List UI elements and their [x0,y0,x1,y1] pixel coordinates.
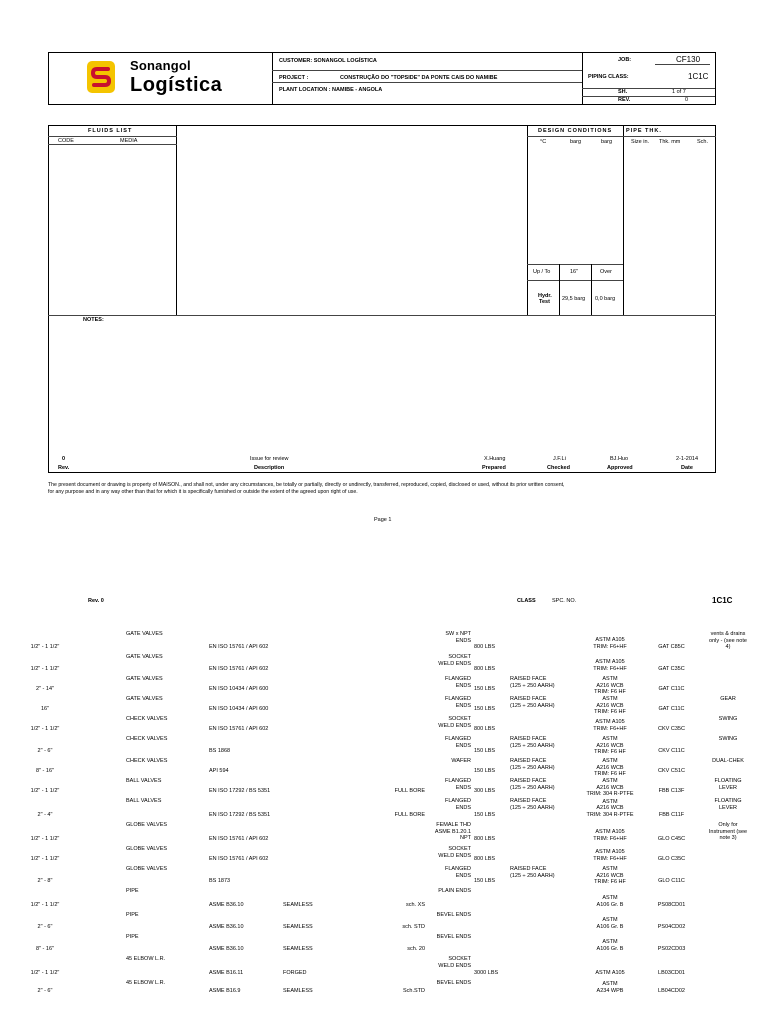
hydr-pressure-1: 29,5 barg [562,296,586,302]
cell-ends: FLANGED ENDS [445,676,471,689]
job-label: JOB: [618,57,632,63]
cell-rating: 150 LBS [474,812,496,818]
cell-code: CKV C35C [658,726,685,732]
disclaimer-line-2: for any purpose and in any way other than that for which it is specifically furnished or outside the extent of the agreed upon right of use. [48,489,358,495]
cell-component: PIPE [126,934,139,940]
cell-code: GAT C35C [658,666,685,672]
cell-component: 45 ELBOW L.R. [126,980,166,986]
hydr-pressure-2: 0,0 barg [595,296,616,302]
cell-note: DUAL-CHEK [712,758,744,764]
rev-value: 0 [685,97,689,103]
cell-code: GLO C35C [657,856,686,862]
fluids-code-header: CODE [58,138,74,144]
cell-size1: 2" - 6" [37,988,53,994]
cell-code: GLO C45C [657,836,686,842]
table-spc-no: SPC. NO. [552,598,577,604]
cell-ends: BEVEL ENDS [436,934,471,940]
cell-thk: sch. 20 [407,946,425,952]
table-class-label: CLASS [517,598,536,604]
rev-header-date: Date [681,465,693,471]
cell-component: PIPE [126,888,139,894]
cell-rating: 150 LBS [474,768,496,774]
cell-type: FORGED [283,970,307,976]
cell-code: GAT C85C [658,644,685,650]
plant-location: PLANT LOCATION : NAMIBE - ANGOLA [279,87,383,93]
cell-component: GATE VALVES [126,696,163,702]
cell-reference: BS 1873 [209,878,231,884]
cell-size1: 2" - 6" [37,924,53,930]
cell-material: ASTM A106 Gr. B [596,895,624,908]
cell-material: ASTM A106 Gr. B [596,917,624,930]
sonangol-logo-icon [87,61,115,93]
cell-material: ASTM A216 WCB TRIM: F6 HF [594,696,626,715]
cell-component: PIPE [126,912,139,918]
cell-type: SEAMLESS [283,902,313,908]
cell-reference: EN ISO 10434 / API 600 [209,686,269,692]
cell-code: GAT C11C [658,686,685,692]
cell-material: ASTM A105 TRIM: F6+HF [593,659,627,672]
rev-label: REV. [618,97,631,103]
cell-reference: EN ISO 15761 / API 602 [209,836,269,842]
cell-rating: 150 LBS [474,878,496,884]
cell-type: SEAMLESS [283,946,313,952]
cell-material: ASTM A216 WCB TRIM: F6 HF [594,676,626,695]
piping-class-label: PIPING CLASS: [588,74,629,80]
cell-size1: 1/2" - 1 1/2" [30,970,60,976]
cell-ends: FLANGED ENDS [445,736,471,749]
cond-header-temp: °C [540,139,547,145]
cell-component: GATE VALVES [126,654,163,660]
cell-ends: FLANGED ENDS [445,798,471,811]
cell-size1: 16" [40,706,50,712]
cell-size1: 1/2" - 1 1/2" [30,836,60,842]
piping-class-value: 1C1C [688,72,709,81]
cell-rating: 800 LBS [474,856,496,862]
cell-material: ASTM A106 Gr. B [596,939,624,952]
cell-material: ASTM A216 WCB TRIM: 304 R-PTFE [586,778,634,797]
fluids-media-header: MEDIA [120,138,138,144]
cell-size1: 1/2" - 1 1/2" [30,856,60,862]
design-conditions-title: DESIGN CONDITIONS [538,128,613,134]
cell-code: LB04CD02 [658,988,685,994]
page-number: Page 1 [374,517,392,523]
cell-reference: ASME B36.10 [209,902,244,908]
project-value: CONSTRUÇÃO DO "TOPSIDE" DA PONTE CAIS DO NAMIBE [340,75,498,81]
cell-size1: 2" - 4" [37,812,53,818]
cell-facing: RAISED FACE (125 ÷ 250 AARH) [510,866,555,879]
cell-reference: BS 1868 [209,748,231,754]
sheet-value: 1 of 7 [672,89,686,95]
cell-ends: WAFER [451,758,471,764]
cell-reference: ASME B16.11 [209,970,244,976]
cell-note: FLOATING LEVER [714,778,742,791]
rev-date: 2-1-2014 [676,456,699,462]
thk-header-size: Size in. [631,139,650,145]
cell-ends: BEVEL ENDS [436,980,471,986]
cell-ends: SOCKET WELD ENDS [438,846,471,859]
cond-header-barg2: barg [601,139,613,145]
cell-rating: 800 LBS [474,726,496,732]
cell-facing: RAISED FACE (125 ÷ 250 AARH) [510,778,555,791]
job-value: CF130 [676,55,701,64]
over-label: Over [600,269,612,275]
cell-material: ASTM A216 WCB TRIM: 304 R-PTFE [586,798,634,818]
cell-material: ASTM A216 WCB TRIM: F6 HF [594,758,626,777]
cell-size1: 2" - 14" [36,686,54,692]
test-label: Test [539,299,550,305]
cell-component: 45 ELBOW L.R. [126,956,166,962]
cell-reference: ASME B36.10 [209,924,244,930]
cell-size1: 1/2" - 1 1/2" [30,644,60,650]
rev-header-description: Description [254,465,285,471]
brand-bottom: Logística [130,74,223,96]
cell-component: GATE VALVES [126,631,163,637]
cell-material: ASTM A234 WPB [596,981,624,994]
table-rev: Rev. 0 [88,598,104,604]
cell-size1: 2" - 6" [37,748,53,754]
cell-material: ASTM A105 TRIM: F6+HF [593,719,627,732]
cell-note: Only for Instrument (see note 3) [708,822,748,841]
cell-material: ASTM A105 TRIM: F6+HF [593,637,627,650]
cell-component: GATE VALVES [126,676,163,682]
cell-ends: PLAIN ENDS [438,888,471,894]
cell-component: CHECK VALVES [126,758,168,764]
brand-top: Sonangol [130,58,191,73]
rev-header-approved: Approved [607,465,633,471]
thk-header-thk: Thk. mm [659,139,681,145]
cell-ends: FLANGED ENDS [445,696,471,709]
thk-header-sch: Sch. [697,139,709,145]
notes-title: NOTES: [83,317,104,323]
cell-reference: API 594 [209,768,229,774]
cell-thk: Sch.STD [402,988,425,994]
cell-thk: sch. XS [406,902,425,908]
cell-rating: 800 LBS [474,644,496,650]
sheet-label: SH. [618,89,628,95]
cell-material: ASTM A105 TRIM: F6+HF [593,829,627,842]
cell-code: CKV C51C [658,768,685,774]
cell-material: ASTM A216 WCB TRIM: F6 HF [594,866,626,885]
cell-reference: ASME B36.10 [209,946,244,952]
cell-reference: EN ISO 17292 / BS 5351 [209,812,271,818]
cell-ends: SOCKET WELD ENDS [438,654,471,667]
cell-note: SWING [718,736,738,742]
cell-rating: 150 LBS [474,748,496,754]
cell-component: CHECK VALVES [126,716,168,722]
cell-code: PS04CD02 [657,924,686,930]
cell-note: SWING [718,716,738,722]
cell-rating: 150 LBS [474,686,496,692]
cell-component: BALL VALVES [126,778,162,784]
cell-code: CKV C11C [658,748,685,754]
rev-description: Issue for review [250,456,289,462]
cell-code: FBB C11F [658,812,685,818]
cell-facing: RAISED FACE (125 ÷ 250 AARH) [510,798,555,811]
cell-size1: 8" - 16" [36,768,54,774]
cell-facing: RAISED FACE (125 ÷ 250 AARH) [510,676,555,689]
cell-thk: FULL BORE [394,812,425,818]
cell-facing: RAISED FACE (125 ÷ 250 AARH) [510,736,555,749]
cell-thk: sch. STD [402,924,425,930]
cell-rating: 800 LBS [474,836,496,842]
cell-material: ASTM A105 [595,969,625,976]
cell-material: ASTM A105 TRIM: F6+HF [593,849,627,862]
cell-ends: SW x NPT ENDS [445,631,471,644]
cell-reference: EN ISO 15761 / API 602 [209,666,269,672]
cell-reference: EN ISO 10434 / API 600 [209,706,269,712]
cell-component: GLOBE VALVES [126,866,168,872]
cell-ends: SOCKET WELD ENDS [438,716,471,729]
cell-size1: 2" - 8" [37,878,53,884]
fluids-title: FLUIDS LIST [88,128,133,134]
cell-rating: 150 LBS [474,706,496,712]
cell-component: GLOBE VALVES [126,822,168,828]
cell-ends: FLANGED ENDS [445,866,471,879]
cell-note: FLOATING LEVER [714,798,742,811]
cell-code: FBB C13F [658,788,685,794]
hydr-label: Hydr. [538,293,552,299]
cell-ends: FLANGED ENDS [445,778,471,791]
cell-size1: 1/2" - 1 1/2" [30,726,60,732]
cell-note: vents & drains only - (see note 4) [709,631,747,650]
upto-label: Up / To [533,269,551,275]
upto-size: 16" [570,269,579,275]
cell-note: GEAR [720,696,736,702]
cell-code: PS02CD03 [657,946,686,952]
cell-size1: 1/2" - 1 1/2" [30,666,60,672]
cell-reference: ASME B16.9 [209,988,241,994]
disclaimer-line-1: The present document or drawing is property of MAISON., and shall not, under any circumstances, be totally or partially, directly or undirectly, transferred, reproduced, copied, disclosed or used, without its prior written consent, [48,482,565,488]
rev-approved: BJ.Huo [610,456,629,462]
cell-material: ASTM A216 WCB TRIM: F6 HF [594,736,626,755]
cell-code: PS08CD01 [657,902,686,908]
cell-rating: 3000 LBS [474,970,499,976]
rev-number: 0 [62,456,66,462]
cell-facing: RAISED FACE (125 ÷ 250 AARH) [510,696,555,709]
cell-reference: EN ISO 17292 / BS 5351 [209,788,271,794]
cell-rating: 800 LBS [474,666,496,672]
rev-checked: J.F.Li [553,456,566,462]
cell-component: GLOBE VALVES [126,846,168,852]
cell-type: SEAMLESS [283,988,313,994]
cell-facing: RAISED FACE (125 ÷ 250 AARH) [510,758,555,771]
cell-size1: 8" - 16" [36,946,54,952]
cell-reference: EN ISO 15761 / API 602 [209,644,269,650]
cell-size1: 1/2" - 1 1/2" [30,902,60,908]
rev-header-prepared: Prepared [482,465,506,471]
cell-component: BALL VALVES [126,798,162,804]
rev-header-checked: Checked [547,465,570,471]
cell-rating: 300 LBS [474,788,496,794]
project-label: PROJECT : [279,75,309,81]
cell-component: CHECK VALVES [126,736,168,742]
cell-ends: FEMALE THD ASME B1.20.1 NPT [434,822,471,841]
cell-size1: 1/2" - 1 1/2" [30,788,60,794]
rev-header-rev: Rev. [58,465,70,471]
cell-reference: EN ISO 15761 / API 602 [209,856,269,862]
cell-code: GAT C11C [658,706,685,712]
cell-reference: EN ISO 15761 / API 602 [209,726,269,732]
cell-ends: SOCKET WELD ENDS [438,956,471,969]
cell-type: SEAMLESS [283,924,313,930]
cell-code: LB03CD01 [658,970,685,976]
cell-ends: BEVEL ENDS [436,912,471,918]
cell-code: GLO C11C [658,878,685,884]
pipe-thk-title: PIPE THK. [626,128,662,134]
cell-thk: FULL BORE [394,788,425,794]
table-class-value: 1C1C [712,596,733,605]
rev-prepared: X.Huang [484,456,506,462]
customer: CUSTOMER: SONANGOL LOGÍSTICA [279,58,377,64]
cond-header-barg1: barg [570,139,582,145]
